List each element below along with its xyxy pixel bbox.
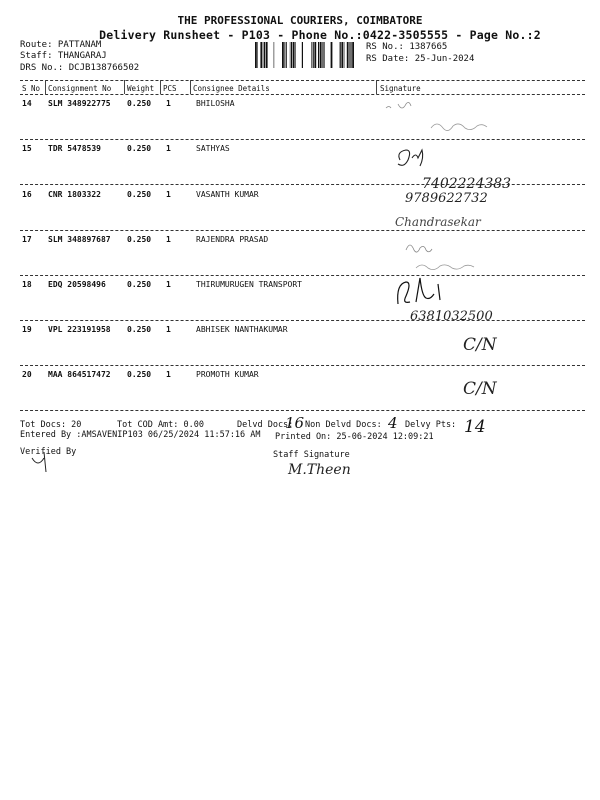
cell-consignment: TDR 5478539 — [48, 144, 101, 153]
cell-weight: 0.250 — [127, 325, 152, 334]
staff-label: Staff: THANGARAJ — [20, 51, 107, 61]
cell-pcs: 1 — [166, 280, 171, 289]
cell-weight: 0.250 — [127, 280, 152, 289]
cell-consignee: ABHISEK NANTHAKUMAR — [196, 325, 288, 334]
cell-weight: 0.250 — [127, 190, 152, 199]
signature-row19 — [455, 328, 515, 360]
col-consignee: Consignee Details — [193, 84, 270, 93]
signature-row14 — [376, 96, 526, 140]
cell-pcs: 1 — [166, 99, 171, 108]
printed-on: Printed On: 25-06-2024 12:09:21 — [275, 432, 434, 442]
handwritten-delvy-pts — [462, 412, 488, 436]
signature-row18 — [388, 274, 578, 326]
signature-row16 — [395, 184, 575, 230]
col-consignment: Consignment No — [48, 84, 112, 93]
non-delvd-docs: Non Delvd Docs: — [305, 420, 382, 430]
rs-date: RS Date: 25-Jun-2024 — [366, 54, 475, 64]
handwritten-phone-row16: 9789622732 — [405, 191, 488, 206]
cell-pcs: 1 — [166, 144, 171, 153]
cell-pcs: 1 — [166, 325, 171, 334]
handwritten-phone-row15: 7402224383 — [422, 176, 512, 192]
verified-by-label: Verified By — [20, 447, 77, 457]
company-name: THE PROFESSIONAL COURIERS, COIMBATORE — [177, 14, 423, 27]
handwritten-phone-row18: 6381032500 — [410, 309, 493, 324]
cell-consignment: SLM 348922775 — [48, 99, 111, 108]
svg-text:16: 16 — [285, 414, 305, 432]
handwritten-non-delvd-count — [386, 410, 404, 432]
cell-weight: 0.250 — [127, 370, 152, 379]
cell-consignee: THIRUMURUGEN TRANSPORT — [196, 280, 302, 289]
cell-sno: 16 — [22, 190, 32, 199]
cell-consignee: VASANTH KUMAR — [196, 190, 259, 199]
handwritten-name-row16: Chandrasekar — [395, 215, 481, 229]
rs-number: RS No.: 1387665 — [366, 42, 448, 52]
col-pcs: PCS — [163, 84, 177, 93]
staff-signature-label: Staff Signature — [273, 450, 350, 460]
cell-consignee: RAJENDRA PRASAD — [196, 235, 269, 244]
handwritten-delvd-count — [283, 410, 305, 432]
cell-pcs: 1 — [166, 190, 171, 199]
delvy-pts: Delvy Pts: — [405, 420, 457, 430]
cell-consignee: PROMOTH KUMAR — [196, 370, 259, 379]
cell-sno: 20 — [22, 370, 32, 379]
svg-text:14: 14 — [464, 417, 486, 436]
route-label: Route: PATTANAM — [20, 40, 102, 50]
col-signature: Signature — [380, 84, 421, 93]
cell-pcs: 1 — [166, 370, 171, 379]
cell-consignment: EDQ 20598496 — [48, 280, 106, 289]
cell-weight: 0.250 — [127, 144, 152, 153]
tot-docs: Tot Docs: 20 — [20, 420, 82, 430]
cell-weight: 0.250 — [127, 99, 152, 108]
cell-sno: 17 — [22, 235, 32, 244]
cell-consignment: CNR 1803322 — [48, 190, 101, 199]
verified-by-mark — [26, 448, 66, 476]
col-sno: S No — [22, 84, 41, 93]
cell-sno: 14 — [22, 99, 32, 108]
cell-consignment: MAA 864517472 — [48, 370, 111, 379]
cell-consignment: SLM 348897687 — [48, 235, 111, 244]
cell-consignee: SATHYAS — [196, 144, 230, 153]
cell-consignee: BHILOSHA — [196, 99, 235, 108]
handwritten-cn-row20: C/N — [463, 379, 497, 399]
signature-row20 — [455, 372, 515, 404]
runsheet-title: Delivery Runsheet - P103 - Phone No.:0422-3505555 - Page No.:2 — [99, 28, 541, 42]
cell-sno: 19 — [22, 325, 32, 334]
drs-number: DRS No.: DCJB138766502 — [20, 63, 140, 73]
cell-weight: 0.250 — [127, 235, 152, 244]
tot-cod-amount: Tot COD Amt: 0.00 — [117, 420, 204, 430]
entered-by: Entered By :AMSAVENIP103 06/25/2024 11:57:16 AM — [20, 430, 261, 440]
delvd-docs: Delvd Docs: — [237, 420, 294, 430]
handwritten-cn-row19: C/N — [463, 335, 497, 355]
svg-text:4: 4 — [388, 414, 398, 432]
staff-signature-mark — [282, 452, 382, 482]
cell-sno: 18 — [22, 280, 32, 289]
cell-pcs: 1 — [166, 235, 171, 244]
cell-sno: 15 — [22, 144, 32, 153]
svg-text:M.Theen: M.Theen — [288, 462, 351, 478]
cell-consignment: VPL 223191958 — [48, 325, 111, 334]
barcode — [255, 42, 360, 68]
col-weight: Weight — [127, 84, 155, 93]
signature-row17 — [400, 232, 550, 276]
